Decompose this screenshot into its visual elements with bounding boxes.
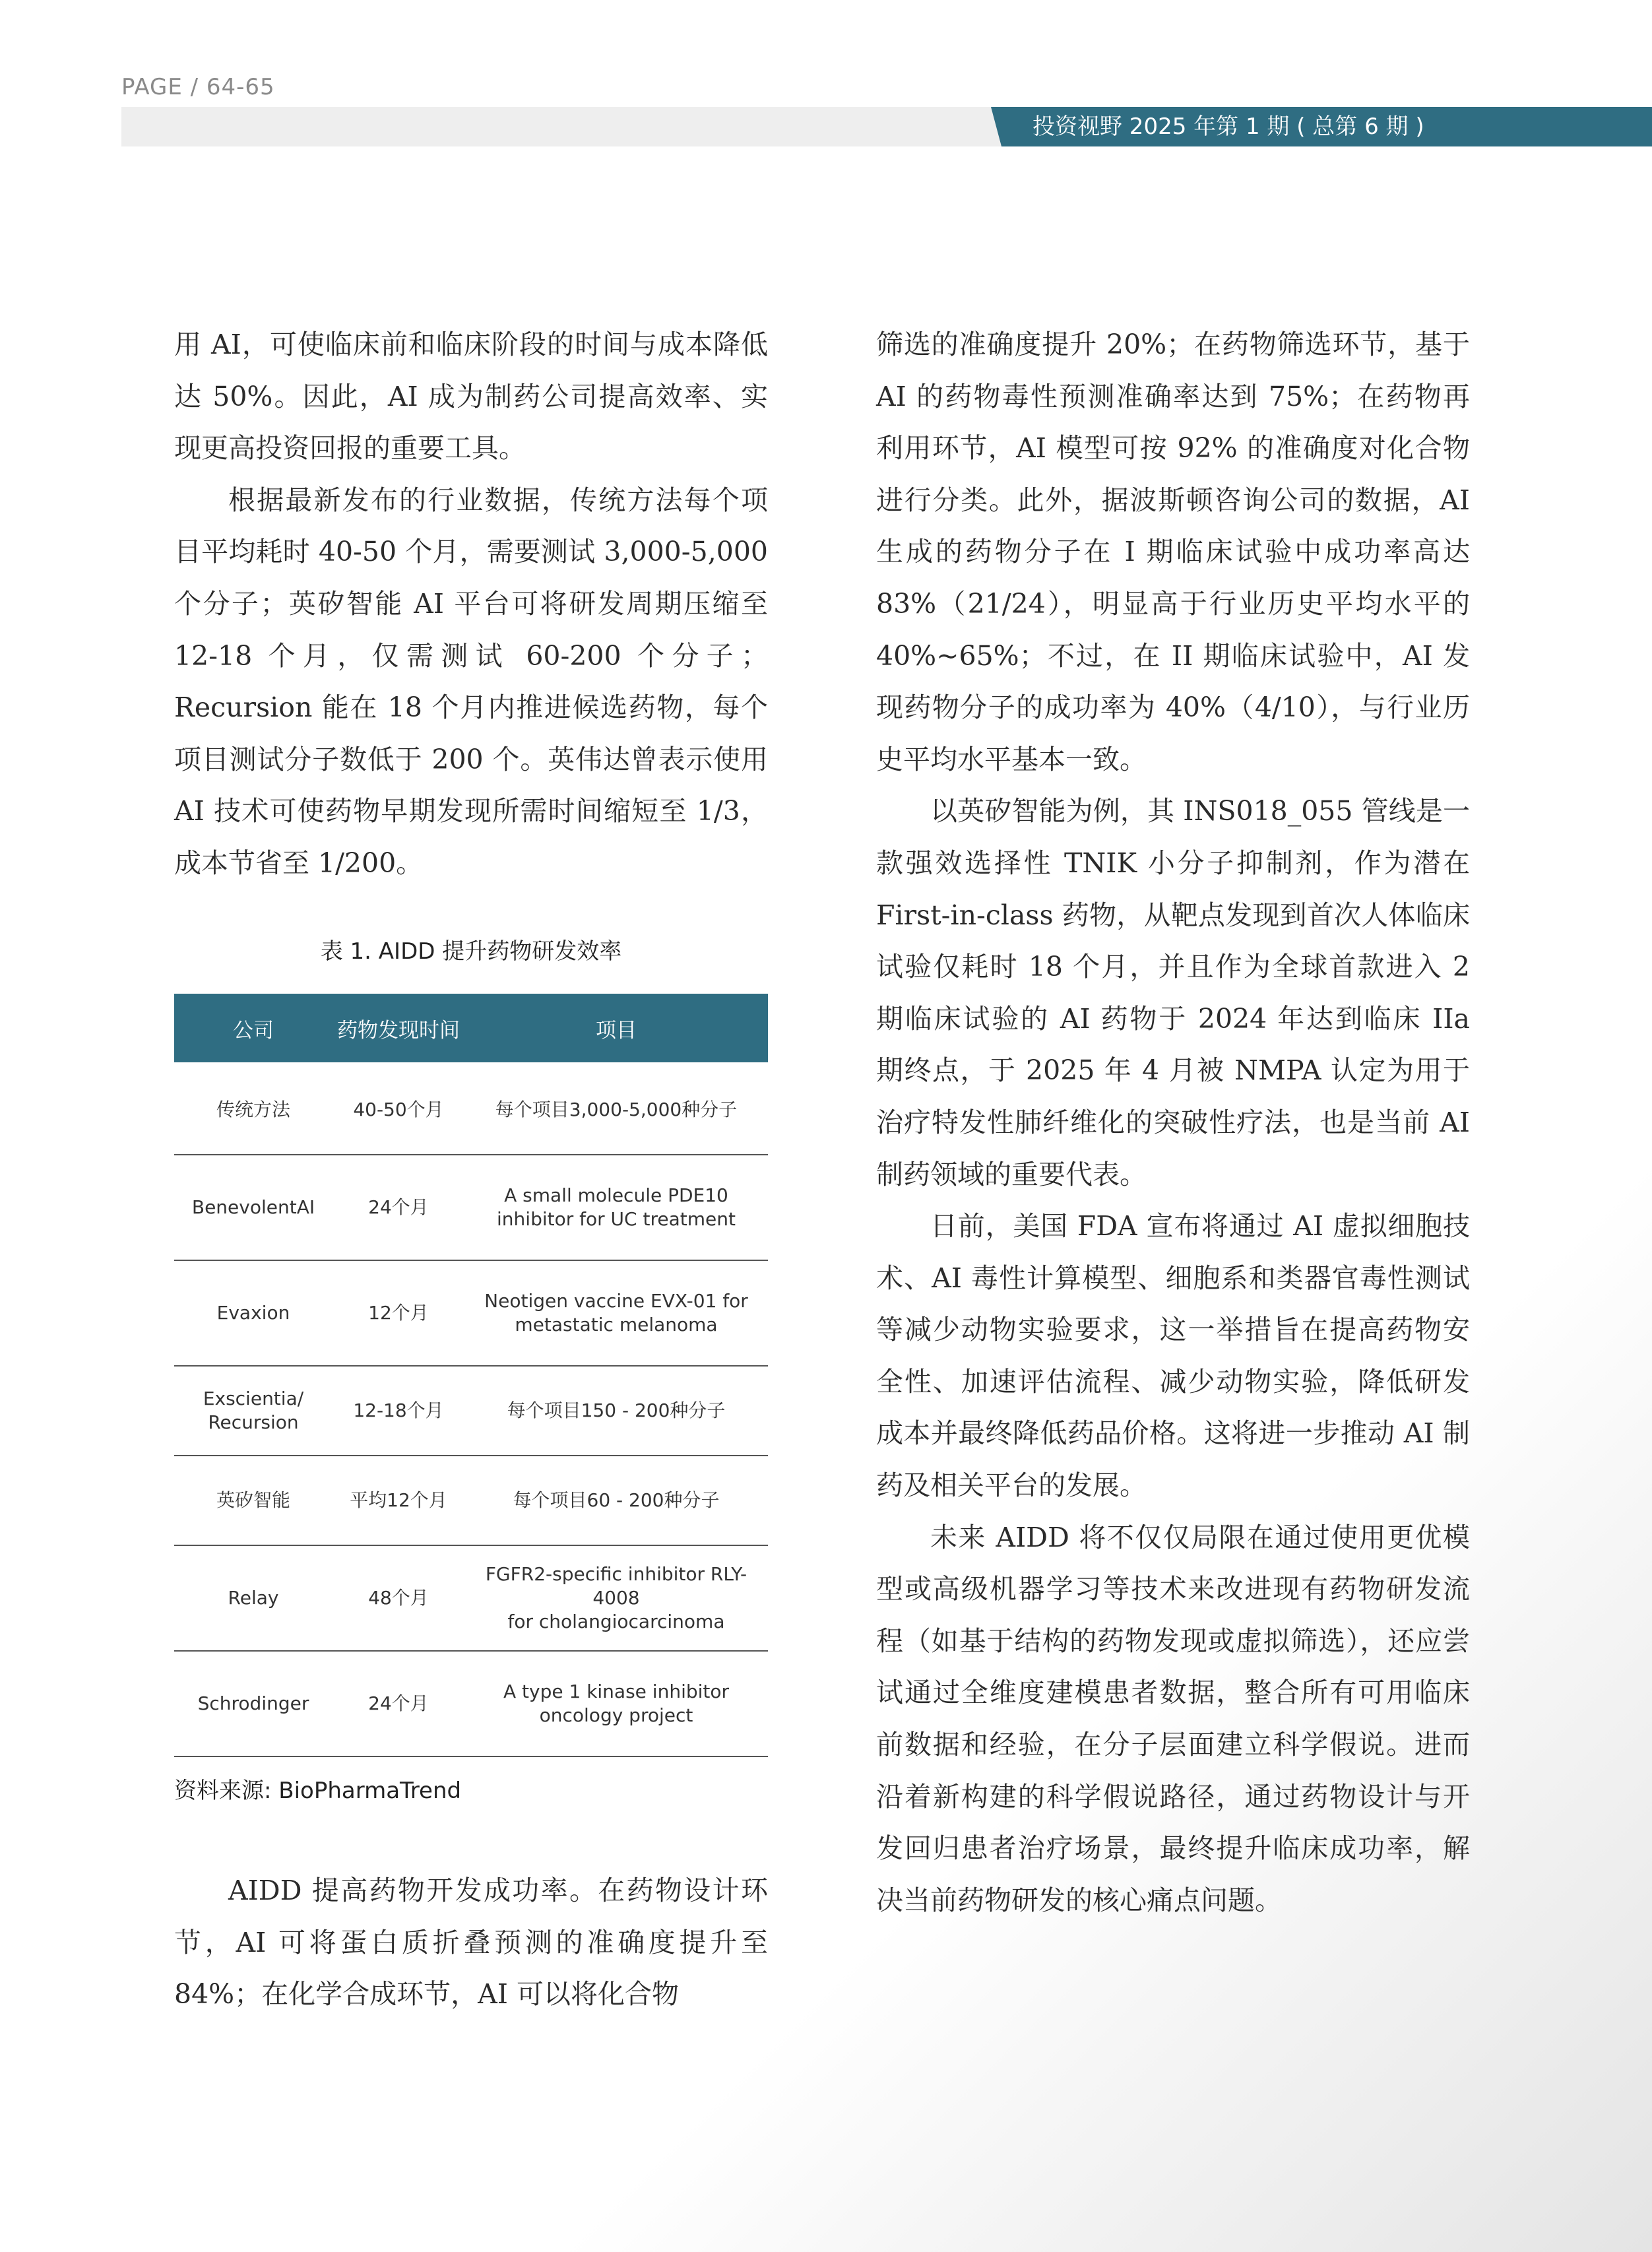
paragraph: 以英矽智能为例，其 INS018_055 管线是一款强效选择性 TNIK 小分子抑制剂，作为潜在 First-in-class 药物，从靶点发现到首次人体临床试验仅耗时 18 个月，并且作为全球首款进入 2 期临床试验的 AI 药物于 2024 年达到临床 IIa 期终点，于 2025 年 4 月被 NMPA 认定为用于治疗特发性肺纤维化的突破性疗法，也是当前 AI 制药领域的重要代表。 bbox=[876, 795, 1470, 1190]
cell-time: 24个月 bbox=[333, 1651, 464, 1756]
table-row bbox=[174, 1155, 768, 1260]
right-column bbox=[876, 319, 1470, 1926]
cell-project: Neotigen vaccine EVX-01 for metastatic melanoma bbox=[464, 1260, 768, 1366]
paragraph: 根据最新发布的行业数据，传统方法每个项目平均耗时 40-50 个月，需要测试 3,000-5,000 个分子；英矽智能 AI 平台可将研发周期压缩至 12-18 个月，仅需测试 60-200 个分子；Recursion 能在 18 个月内推进候选药物，每个项目测试分子数低于 200 个。英伟达曾表示使用 AI 技术可使药物早期发现所需时间缩短至 1/3，成本节省至 1/200。 bbox=[174, 484, 768, 879]
table-row bbox=[174, 1545, 768, 1651]
table-row bbox=[174, 1260, 768, 1366]
table-source: 资料来源: BioPharmaTrend bbox=[174, 1778, 462, 1804]
cell-project: FGFR2-specific inhibitor RLY-4008 for cholangiocarcinoma bbox=[464, 1545, 768, 1651]
header-company: 公司 bbox=[174, 994, 333, 1064]
cell-company: BenevolentAI bbox=[174, 1155, 333, 1260]
paragraph: 未来 AIDD 将不仅仅局限在通过使用更优模型或高级机器学习等技术来改进现有药物研发流程（如基于结构的药物发现或虚拟筛选），还应尝试通过全维度建模患者数据，整合所有可用临床前数据和经验，在分子层面建立科学假说。进而沿着新构建的科学假说路径，通过药物设计与开发回归患者治疗场景，最终提升临床成功率，解决当前药物研发的核心痛点问题。 bbox=[876, 1521, 1470, 1916]
cell-project: 每个项目3,000-5,000种分子 bbox=[464, 1064, 768, 1155]
cell-project: A small molecule PDE10 inhibitor for UC treatment bbox=[464, 1155, 768, 1260]
table-caption: 表 1. AIDD 提升药物研发效率 bbox=[320, 938, 622, 965]
paragraph: 用 AI，可使临床前和临床阶段的时间与成本降低达 50%。因此，AI 成为制药公司提高效率、实现更高投资回报的重要工具。 bbox=[174, 329, 768, 465]
cell-company: Relay bbox=[174, 1545, 333, 1651]
paragraph: AIDD 提高药物开发成功率。在药物设计环节，AI 可将蛋白质折叠预测的准确度提升至 84%；在化学合成环节，AI 可以将化合物 bbox=[174, 1875, 768, 2011]
cell-time: 12个月 bbox=[333, 1260, 464, 1366]
journal-title: 投资视野 2025 年第 1 期 ( 总第 6 期 ) bbox=[1032, 113, 1424, 140]
table-header-row bbox=[174, 994, 768, 1064]
cell-time: 24个月 bbox=[333, 1155, 464, 1260]
efficiency-table bbox=[174, 994, 768, 1757]
left-column-bottom bbox=[174, 1865, 768, 2020]
cell-time: 40-50个月 bbox=[333, 1064, 464, 1155]
left-column-top bbox=[174, 319, 768, 889]
cell-company: 英矽智能 bbox=[174, 1456, 333, 1545]
header-time: 药物发现时间 bbox=[333, 994, 464, 1064]
table-row bbox=[174, 1651, 768, 1756]
paragraph: 日前，美国 FDA 宣布将通过 AI 虚拟细胞技术、AI 毒性计算模型、细胞系和类器官毒性测试等减少动物实验要求，这一举措旨在提高药物安全性、加速评估流程、减少动物实验，降低研发成本并最终降低药品价格。这将进一步推动 AI 制药及相关平台的发展。 bbox=[876, 1210, 1470, 1502]
page-number: PAGE / 64-65 bbox=[121, 74, 275, 100]
cell-company: 传统方法 bbox=[174, 1064, 333, 1155]
cell-project: 每个项目150 - 200种分子 bbox=[464, 1366, 768, 1456]
cell-time: 平均12个月 bbox=[333, 1456, 464, 1545]
table-row bbox=[174, 1366, 768, 1456]
table-row bbox=[174, 1064, 768, 1155]
cell-time: 48个月 bbox=[333, 1545, 464, 1651]
cell-time: 12-18个月 bbox=[333, 1366, 464, 1456]
cell-company: Schrodinger bbox=[174, 1651, 333, 1756]
cell-project: A type 1 kinase inhibitor oncology project bbox=[464, 1651, 768, 1756]
paragraph: 筛选的准确度提升 20%；在药物筛选环节，基于 AI 的药物毒性预测准确率达到 75%；在药物再利用环节，AI 模型可按 92% 的准确度对化合物进行分类。此外，据波斯顿咨询公司的数据，AI 生成的药物分子在 I 期临床试验中成功率高达 83%（21/24），明显高于行业历史平均水平的 40%~65%；不过，在 II 期临床试验中，AI 发现药物分子的成功率为 40%（4/10），与行业历史平均水平基本一致。 bbox=[876, 329, 1470, 775]
cell-project: 每个项目60 - 200种分子 bbox=[464, 1456, 768, 1545]
cell-company: Evaxion bbox=[174, 1260, 333, 1366]
table-row bbox=[174, 1456, 768, 1545]
cell-company: Exscientia/ Recursion bbox=[174, 1366, 333, 1456]
header-project: 项目 bbox=[464, 994, 768, 1064]
